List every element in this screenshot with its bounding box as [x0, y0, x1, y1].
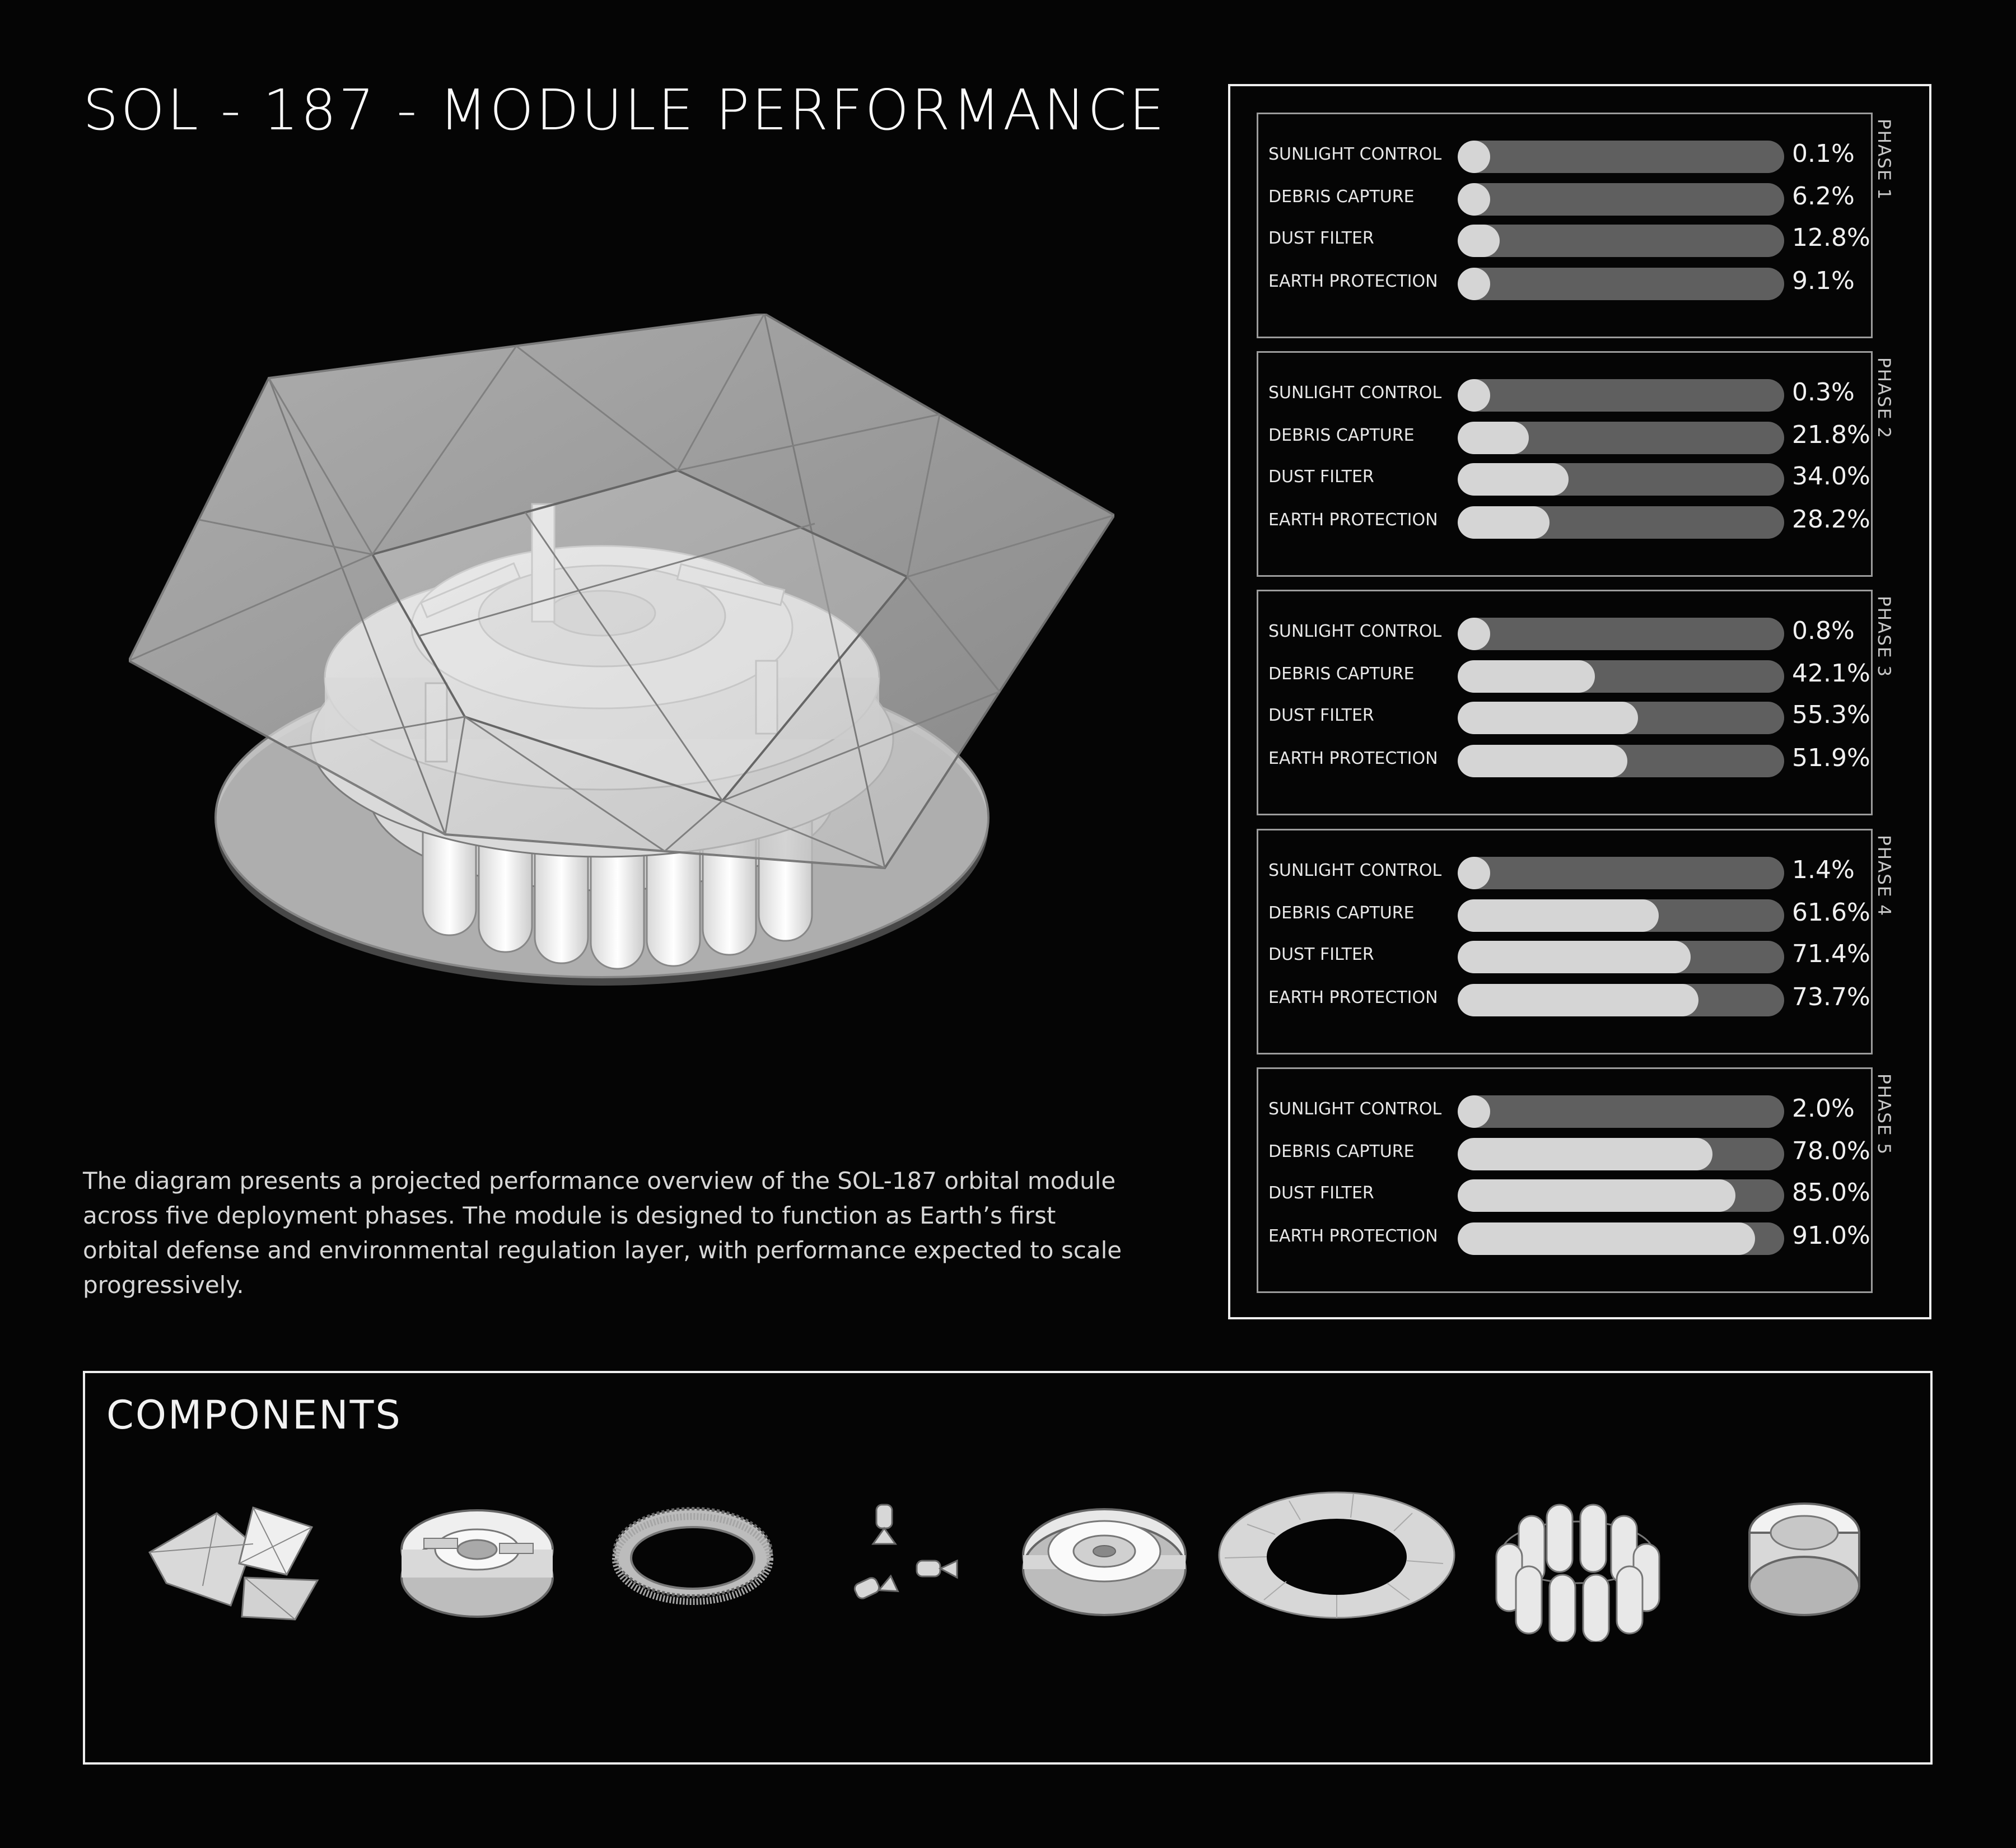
metric-label: SUNLIGHT CONTROL: [1268, 1099, 1442, 1119]
progress-fill: [1458, 463, 1569, 496]
phase-2-debris-capture-row: [1268, 422, 1868, 455]
segmented-cap-icon: [127, 1485, 348, 1625]
progress-track: [1458, 618, 1784, 650]
progress-track: [1458, 141, 1784, 173]
metric-label: DUST FILTER: [1268, 467, 1374, 487]
progress-track: [1458, 422, 1784, 454]
phase-2-sunlight-control-row: [1268, 379, 1868, 413]
metric-value: 91.0%: [1792, 1221, 1870, 1250]
progress-track: [1458, 506, 1784, 539]
metric-value: 51.9%: [1792, 744, 1870, 772]
phase-3-label: PHASE 3: [1874, 596, 1894, 678]
progress-track: [1458, 379, 1784, 412]
phase-4-debris-capture-row: [1268, 899, 1868, 933]
phase-1-card: [1257, 113, 1894, 338]
metric-value: 85.0%: [1792, 1178, 1870, 1207]
progress-track: [1458, 225, 1784, 257]
metric-value: 34.0%: [1792, 462, 1870, 491]
progress-track: [1458, 183, 1784, 216]
core-hub-icon: [388, 1485, 567, 1625]
metric-value: 28.2%: [1792, 505, 1870, 534]
metric-value: 1.4%: [1792, 856, 1855, 884]
progress-track: [1458, 702, 1784, 734]
metric-label: DEBRIS CAPTURE: [1268, 426, 1415, 445]
phase-1-sunlight-control-row: [1268, 141, 1868, 174]
progress-track: [1458, 1095, 1784, 1128]
phase-5-card: [1257, 1067, 1894, 1293]
metric-value: 0.3%: [1792, 378, 1855, 407]
progress-fill: [1458, 379, 1490, 412]
metric-value: 0.8%: [1792, 617, 1855, 645]
metric-label: DEBRIS CAPTURE: [1268, 187, 1415, 207]
metric-label: EARTH PROTECTION: [1268, 749, 1438, 768]
metric-label: EARTH PROTECTION: [1268, 988, 1438, 1007]
phase-5-debris-capture-row: [1268, 1138, 1868, 1172]
components-panel: [83, 1371, 1933, 1765]
metric-value: 9.1%: [1792, 267, 1855, 295]
module-illustration: [129, 314, 1114, 1064]
metric-value: 78.0%: [1792, 1137, 1870, 1165]
thruster-set-icon: [833, 1485, 973, 1625]
phase-3-debris-capture-row: [1268, 660, 1868, 694]
phase-4-sunlight-control-row: [1268, 857, 1868, 890]
collector-ring-icon: [1214, 1485, 1460, 1625]
phase-3-dust-filter-row: [1268, 702, 1868, 735]
phase-2-dust-filter-row: [1268, 463, 1868, 497]
metric-label: DEBRIS CAPTURE: [1268, 903, 1415, 923]
progress-track: [1458, 1179, 1784, 1212]
drum-icon: [1740, 1485, 1869, 1625]
phase-1-debris-capture-row: [1268, 183, 1868, 217]
progress-fill: [1458, 183, 1490, 216]
progress-fill: [1458, 1222, 1755, 1255]
phase-5-dust-filter-row: [1268, 1179, 1868, 1213]
phase-4-label: PHASE 4: [1874, 835, 1894, 917]
progress-fill: [1458, 1095, 1490, 1128]
phase-2-card: [1257, 351, 1894, 577]
phase-1-earth-protection-row: [1268, 268, 1868, 301]
phase-5-earth-protection-row: [1268, 1222, 1868, 1256]
progress-fill: [1458, 745, 1627, 777]
progress-fill: [1458, 506, 1550, 539]
progress-fill: [1458, 941, 1691, 973]
metric-label: DUST FILTER: [1268, 945, 1374, 964]
phase-1-label: PHASE 1: [1874, 119, 1894, 201]
metric-label: DUST FILTER: [1268, 228, 1374, 248]
phase-1-dust-filter-row: [1268, 225, 1868, 258]
progress-track: [1458, 745, 1784, 777]
phase-4-dust-filter-row: [1268, 941, 1868, 974]
phase-3-card: [1257, 590, 1894, 815]
metric-label: SUNLIGHT CONTROL: [1268, 144, 1442, 164]
progress-fill: [1458, 857, 1490, 889]
progress-track: [1458, 857, 1784, 889]
metric-label: SUNLIGHT CONTROL: [1268, 622, 1442, 641]
progress-fill: [1458, 1179, 1735, 1212]
module-isometric-diagram: [129, 314, 1114, 1064]
phase-4-card: [1257, 829, 1894, 1054]
metric-value: 55.3%: [1792, 701, 1870, 729]
progress-track: [1458, 660, 1784, 693]
performance-panel: [1228, 84, 1931, 1319]
progress-fill: [1458, 660, 1595, 693]
page-title: SOL - 187 - MODULE PERFORMANCE: [83, 77, 1167, 143]
phase-5-sunlight-control-row: [1268, 1095, 1868, 1129]
cylinder-cluster-icon: [1485, 1485, 1670, 1642]
metric-label: EARTH PROTECTION: [1268, 1226, 1438, 1246]
metric-label: SUNLIGHT CONTROL: [1268, 383, 1442, 403]
progress-track: [1458, 1222, 1784, 1255]
phase-5-label: PHASE 5: [1874, 1074, 1894, 1156]
metric-label: EARTH PROTECTION: [1268, 510, 1438, 530]
progress-fill: [1458, 899, 1659, 932]
metric-label: DUST FILTER: [1268, 1183, 1374, 1203]
module-description: The diagram presents a projected performance overview of the SOL-187 orbital module across five deployment phases. The module is designed to function as Earth’s first orbital defense and environmental regulation layer, with performance expected to scale progressively.: [83, 1167, 1122, 1299]
progress-track: [1458, 941, 1784, 973]
metric-value: 0.1%: [1792, 139, 1855, 168]
metric-value: 61.6%: [1792, 898, 1870, 927]
metric-value: 6.2%: [1792, 182, 1855, 211]
metric-value: 73.7%: [1792, 983, 1870, 1011]
progress-fill: [1458, 268, 1490, 300]
metric-label: EARTH PROTECTION: [1268, 272, 1438, 291]
progress-fill: [1458, 225, 1500, 257]
metric-value: 21.8%: [1792, 421, 1870, 449]
progress-track: [1458, 1138, 1784, 1170]
metric-value: 2.0%: [1792, 1094, 1855, 1123]
progress-track: [1458, 463, 1784, 496]
phase-3-sunlight-control-row: [1268, 618, 1868, 651]
metric-label: SUNLIGHT CONTROL: [1268, 861, 1442, 880]
progress-track: [1458, 899, 1784, 932]
progress-fill: [1458, 1138, 1712, 1170]
progress-fill: [1458, 984, 1698, 1016]
metric-value: 12.8%: [1792, 223, 1870, 252]
progress-fill: [1458, 618, 1490, 650]
phase-4-earth-protection-row: [1268, 984, 1868, 1018]
metric-label: DEBRIS CAPTURE: [1268, 1142, 1415, 1161]
phase-2-label: PHASE 2: [1874, 357, 1894, 440]
progress-track: [1458, 268, 1784, 300]
metric-value: 42.1%: [1792, 659, 1870, 688]
progress-fill: [1458, 702, 1638, 734]
metric-value: 71.4%: [1792, 940, 1870, 968]
base-plate-icon: [1012, 1485, 1197, 1625]
metric-label: DEBRIS CAPTURE: [1268, 664, 1415, 684]
progress-track: [1458, 984, 1784, 1016]
components-title: COMPONENTS: [106, 1392, 402, 1438]
progress-fill: [1458, 422, 1529, 454]
phase-3-earth-protection-row: [1268, 745, 1868, 778]
metric-label: DUST FILTER: [1268, 706, 1374, 725]
progress-fill: [1458, 141, 1490, 173]
gear-ring-icon: [603, 1485, 782, 1625]
phase-2-earth-protection-row: [1268, 506, 1868, 540]
